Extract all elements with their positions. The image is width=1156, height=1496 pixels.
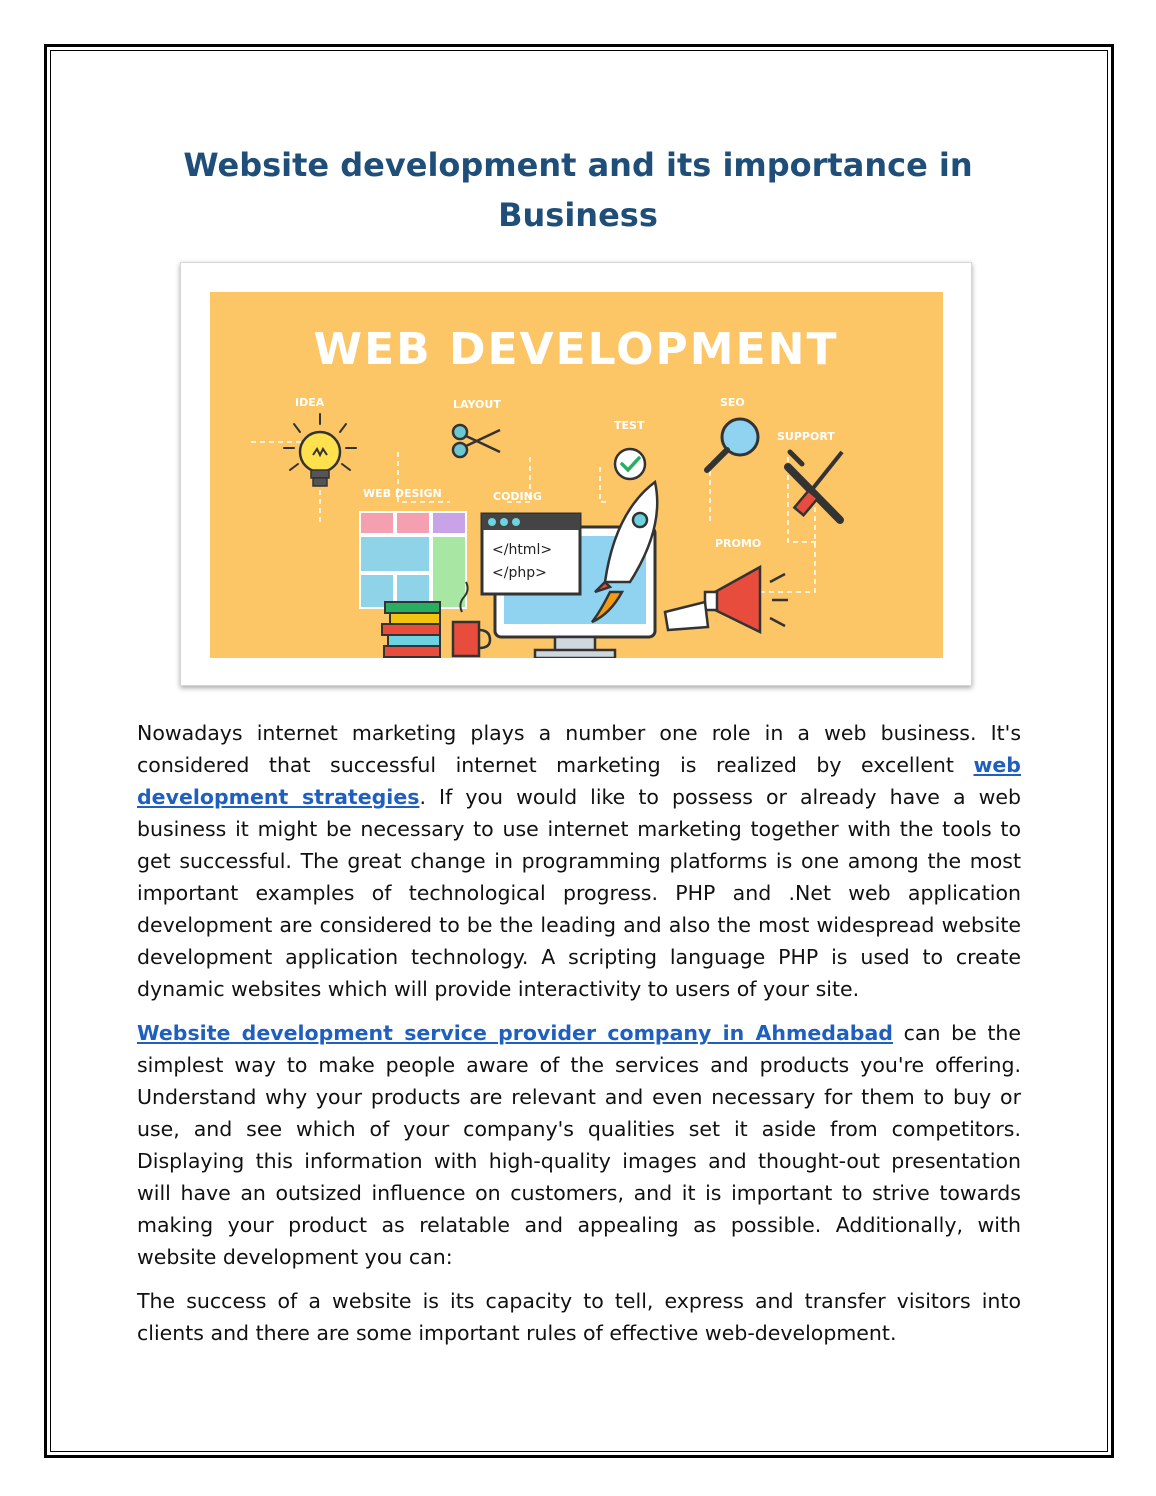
- code-line-html: </html>: [492, 542, 553, 558]
- label-layout: LAYOUT: [453, 398, 501, 411]
- web-development-illustration: [180, 262, 972, 686]
- code-window: [482, 514, 580, 594]
- paragraph-2: [137, 1017, 1021, 1273]
- label-web-design: WEB DESIGN: [363, 487, 442, 500]
- books-icon: [382, 602, 440, 657]
- illustration-heading: WEB DEVELOPMENT: [313, 324, 839, 375]
- paragraph-3: The success of a website is its capacity to tell, express and transfer visitors into clients and there are some important rules of effective web-development.: [137, 1289, 1021, 1345]
- label-coding: CODING: [493, 490, 542, 503]
- link-website-development-company[interactable]: Website development service provider company in Ahmedabad: [137, 1021, 893, 1045]
- article-body: [137, 717, 1021, 1361]
- paragraph-2-text-after: can be the simplest way to make people aware of the services and products you're offering. Understand why your products are relevant and even necessary for them to buy or use, and see which of your company's qualities set it aside from competitors. Displaying this information with high-quality images and thought-out presentation will have an outsized influence on customers, and it is important to strive towards making your product as relatable and appealing as possible. Additionally, with website development you can:: [137, 1021, 1021, 1269]
- label-support: SUPPORT: [777, 430, 835, 443]
- paragraph-1-text-after: . If you would like to possess or already have a web business it might be necessary to use internet marketing together with the tools to get successful. The great change in programming platforms is one among the most important examples of technological progress. PHP and .Net web application development are considered to be the leading and also the most widespread website development application technology. A scripting language PHP is used to create dynamic websites which will provide interactivity to users of your site.: [137, 785, 1021, 1001]
- code-line-php: </php>: [492, 565, 547, 581]
- label-idea: IDEA: [295, 396, 325, 409]
- label-promo: PROMO: [715, 537, 762, 550]
- paragraph-1-text-before: Nowadays internet marketing plays a number one role in a web business. It's considered that successful internet marketing is realized by excellent: [137, 721, 1021, 777]
- link-web-development-strategies[interactable]: web development strategies: [137, 753, 1021, 809]
- label-seo: SEO: [720, 396, 745, 409]
- page-title: Website development and its importance in Business: [183, 146, 973, 234]
- illustration-svg: [210, 292, 943, 658]
- paragraph-1: [137, 717, 1021, 1005]
- web-design-layout-icon: [360, 512, 466, 608]
- label-test: TEST: [614, 419, 645, 432]
- check-circle-icon: [615, 449, 645, 479]
